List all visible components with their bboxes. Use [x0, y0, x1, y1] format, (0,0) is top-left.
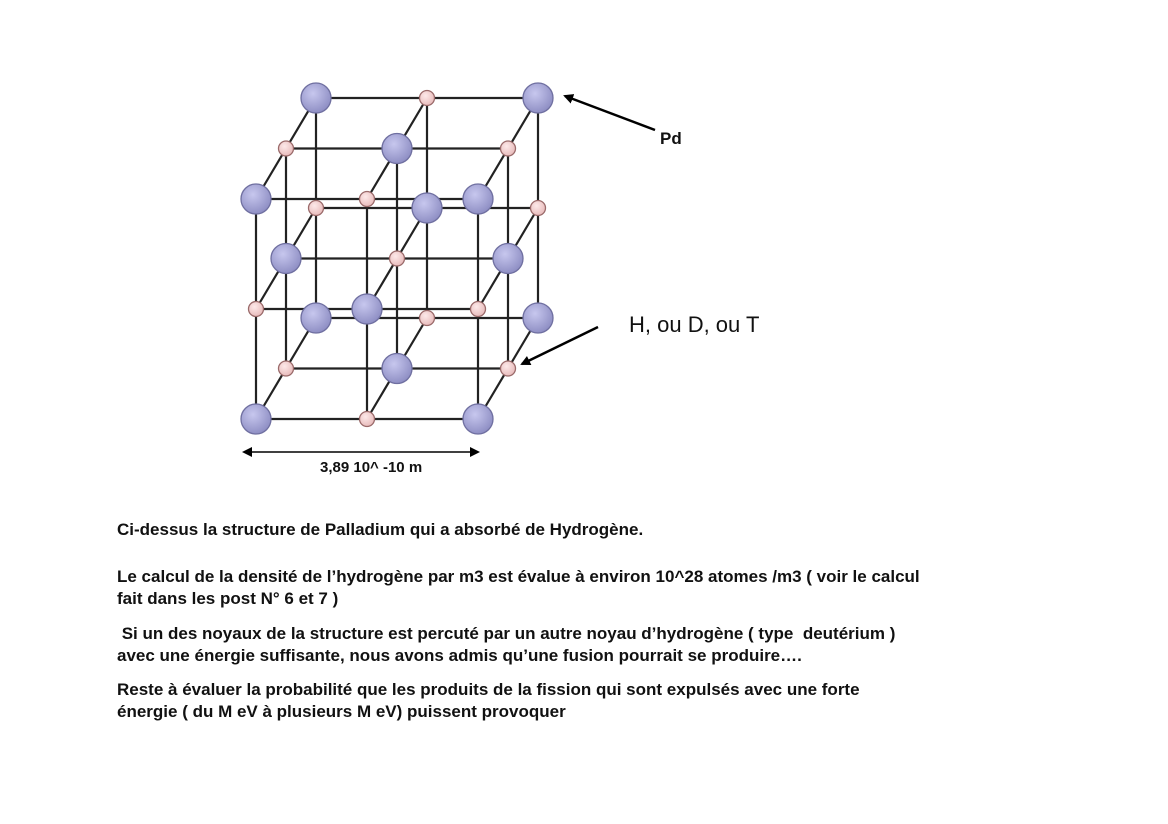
paragraph-fusion-line1: Si un des noyaux de la structure est percuté par un autre noyau d’hydrogène ( type deutérium ) — [117, 624, 896, 643]
paragraph-structure-text: Ci-dessus la structure de Palladium qui a absorbé de Hydrogène. — [117, 520, 644, 539]
pd-atom — [412, 193, 442, 223]
hydrogen-atom — [279, 361, 294, 376]
pd-atom — [301, 303, 331, 333]
pd-atom — [523, 83, 553, 113]
pd-atom — [463, 184, 493, 214]
pd-atom — [241, 184, 271, 214]
pd-atom — [493, 244, 523, 274]
hydrogen-atom — [360, 412, 375, 427]
hydrogen-atom — [390, 251, 405, 266]
paragraph-fusion-line2: avec une énergie suffisante, nous avons admis qu’une fusion pourrait se produire…. — [117, 646, 802, 665]
paragraph-density — [117, 566, 1047, 610]
hydrogen-atom — [501, 361, 516, 376]
paragraph-probability — [117, 679, 1047, 723]
hydrogen-label: H, ou D, ou T — [629, 312, 760, 337]
lattice-atoms — [241, 83, 553, 434]
paragraph-probability-line1: Reste à évaluer la probabilité que les produits de la fission qui sont expulsés avec une forte — [117, 680, 860, 699]
hydrogen-atom — [501, 141, 516, 156]
pd-atom — [241, 404, 271, 434]
hydrogen-atom — [360, 192, 375, 207]
hydrogen-atom — [279, 141, 294, 156]
hydrogen-atom — [420, 311, 435, 326]
paragraph-probability-line2: énergie ( du M eV à plusieurs M eV) puissent provoquer — [117, 702, 566, 721]
hydrogen-atom — [531, 201, 546, 216]
pd-label: Pd — [660, 129, 682, 148]
pd-atom — [463, 404, 493, 434]
pd-atom — [271, 244, 301, 274]
paragraph-fusion — [117, 623, 1047, 667]
pd-atom — [382, 354, 412, 384]
hydrogen-atom — [420, 91, 435, 106]
paragraph-density-line2: fait dans les post N° 6 et 7 ) — [117, 589, 339, 608]
dimension-label: 3,89 10^ -10 m — [320, 459, 423, 476]
hydrogen-atom — [249, 302, 264, 317]
pd-pointer-arrow — [565, 96, 655, 130]
hydrogen-atom — [471, 302, 486, 317]
pd-atom — [352, 294, 382, 324]
pd-atom — [523, 303, 553, 333]
pd-atom — [301, 83, 331, 113]
paragraph-density-line1: Le calcul de la densité de l’hydrogène par m3 est évalue à environ 10^28 atomes /m3 ( voir le calcul — [117, 567, 920, 586]
hydrogen-atom — [309, 201, 324, 216]
paragraph-structure — [117, 519, 1047, 541]
pd-atom — [382, 134, 412, 164]
